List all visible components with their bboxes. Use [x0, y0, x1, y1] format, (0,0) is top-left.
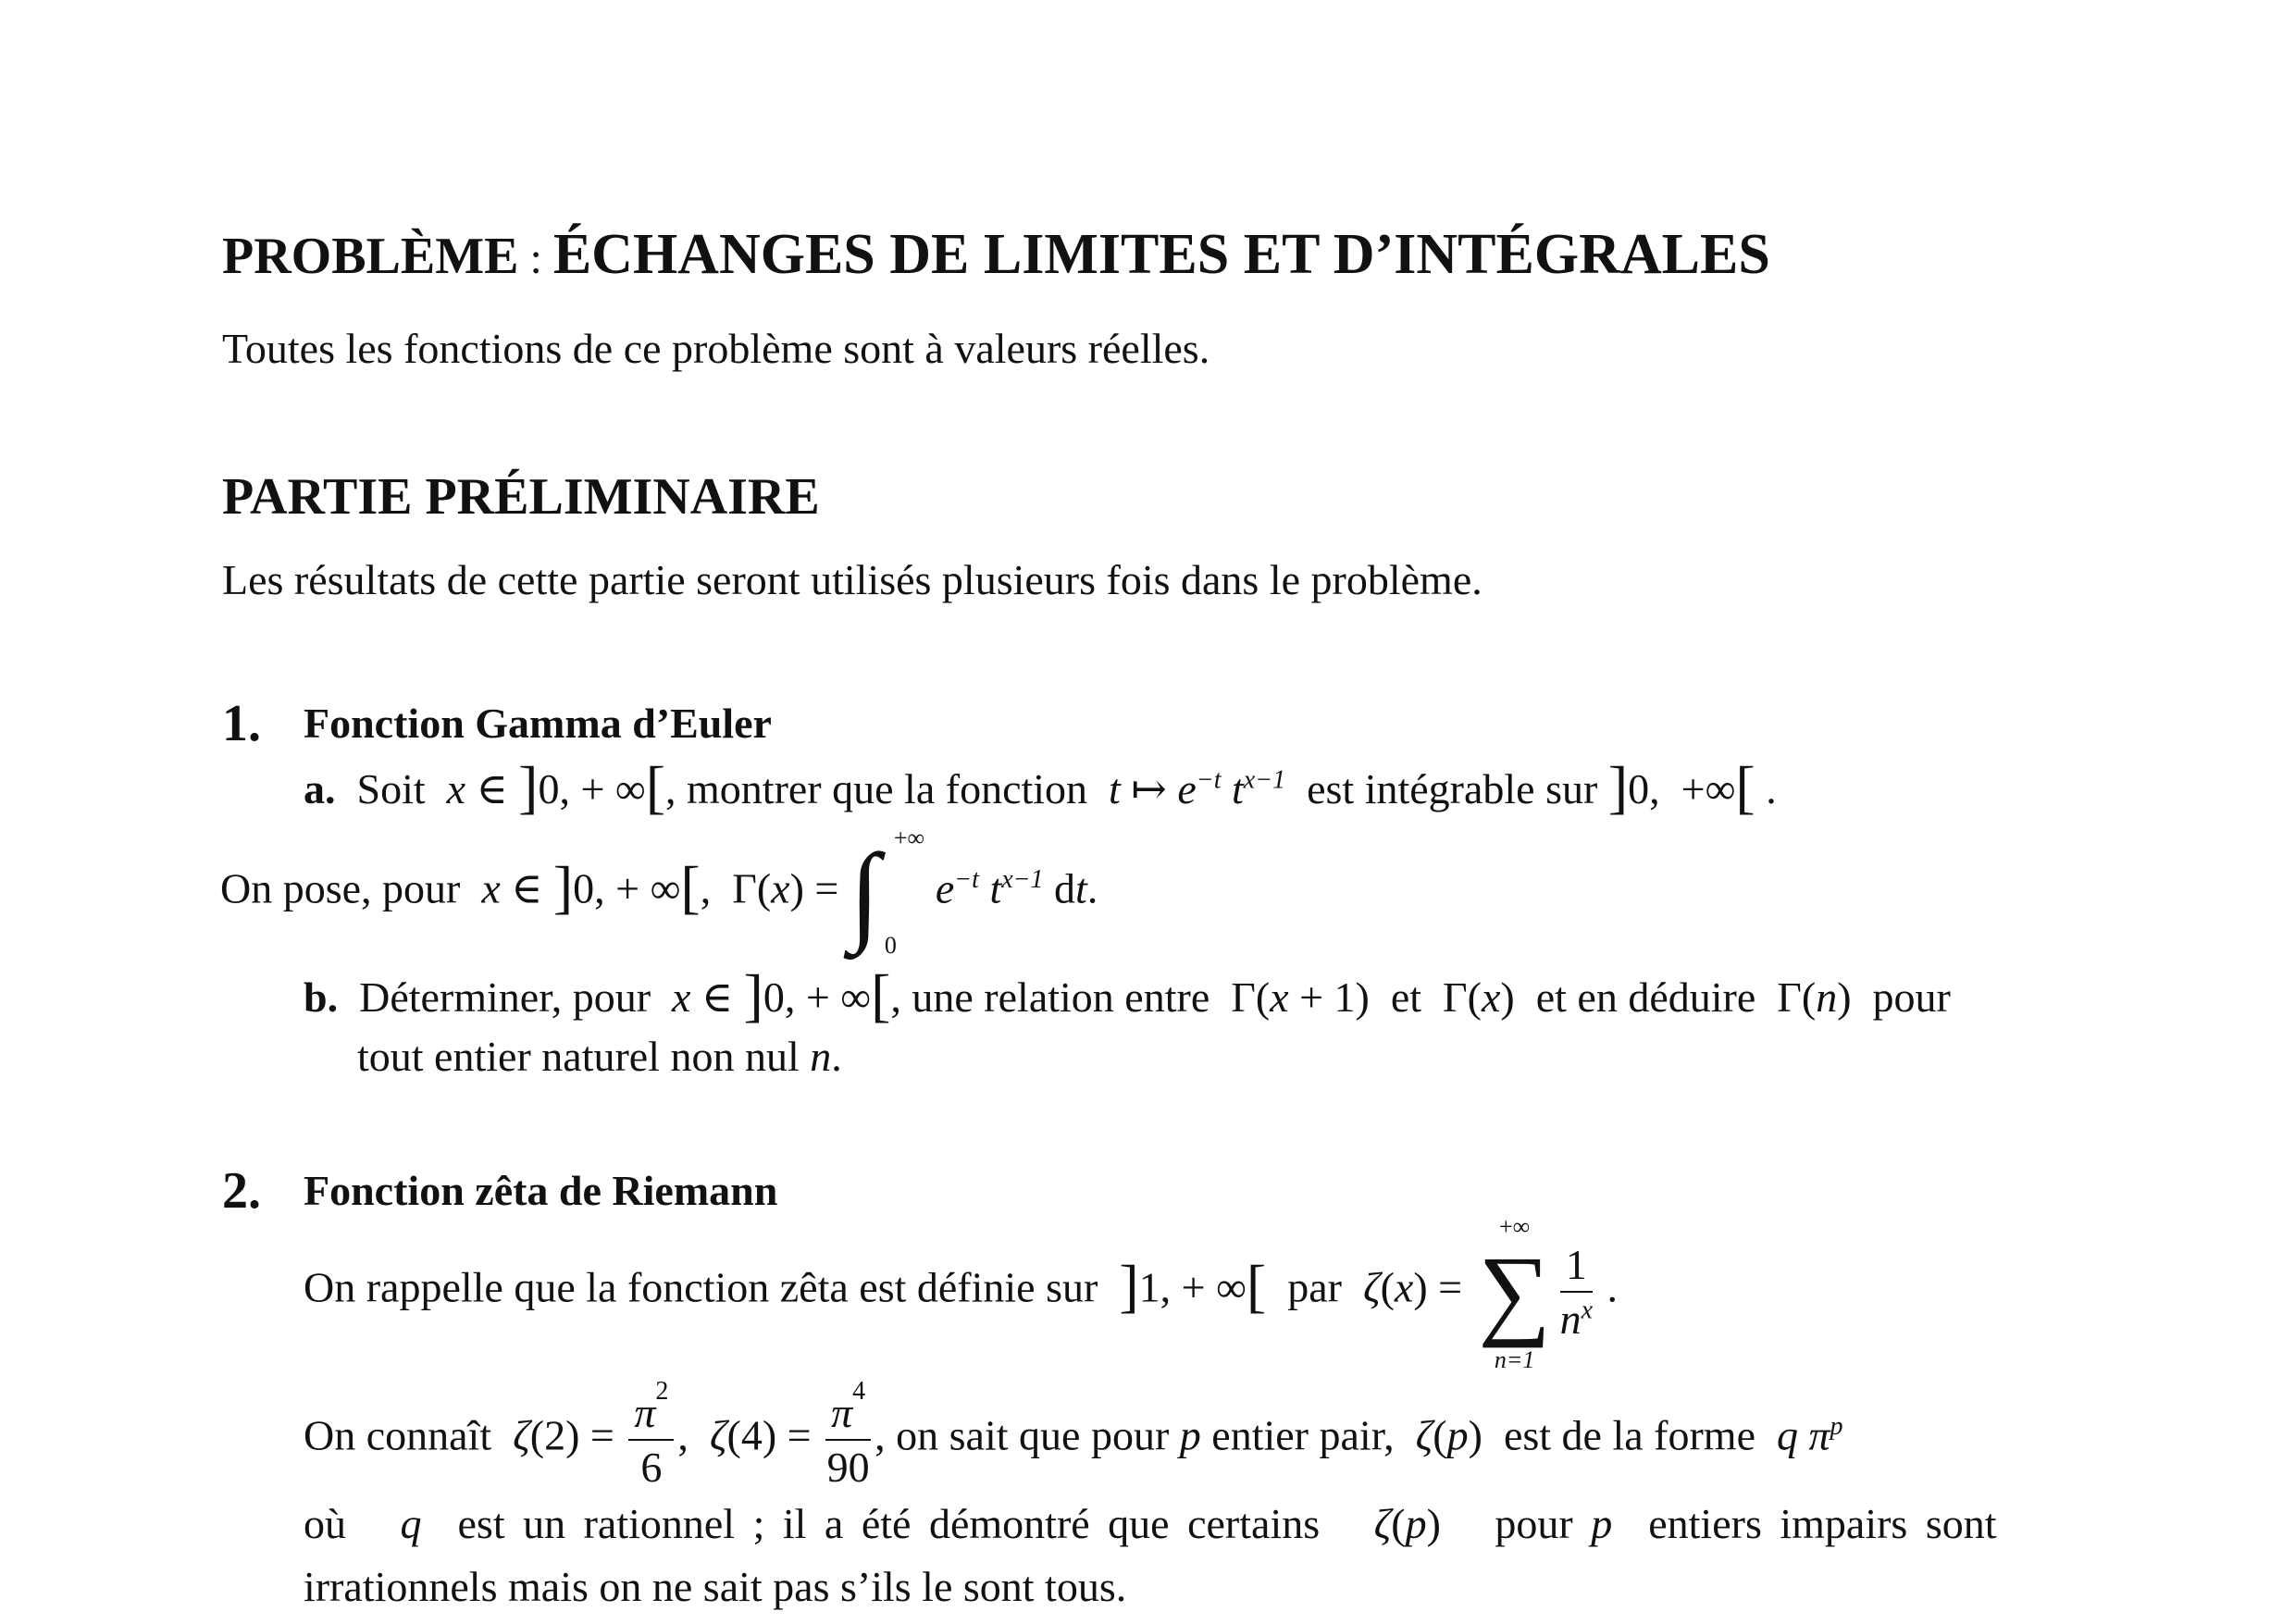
q1b-line2-text: tout entier naturel non nul — [357, 1033, 800, 1080]
q1a-domain: x — [446, 765, 466, 812]
q1-number: 1. — [222, 695, 261, 752]
ou-text: où — [304, 1500, 346, 1547]
title-prefix: PROBLÈME — [222, 228, 519, 285]
q1a-text3: est intégrable sur — [1307, 765, 1598, 812]
q1b-text3: et — [1390, 973, 1422, 1021]
q2-number: 2. — [222, 1162, 261, 1220]
q1b-text1: Déterminer, pour — [359, 973, 651, 1021]
q1a-line: a. Soit x ∈ ]0, + ∞[, montrer que la fonction t ↦ $e^{-t}$ $t^{x-1}$ est intégrable sur ]0, +∞[ . — [304, 754, 1777, 820]
q1b-label: b. — [304, 973, 339, 1021]
q1a-label: a. — [304, 765, 336, 812]
q2-line4: irrationnels mais on ne sait pas s’ils le sont tous. — [304, 1563, 1127, 1610]
integral-sign: ∫ +∞ 0 — [849, 824, 925, 959]
forme-text: est de la forme — [1503, 1411, 1755, 1459]
title-separator: : — [518, 234, 553, 283]
q1a-text2: , montrer que la fonction — [665, 765, 1088, 812]
q1b-line: b. Déterminer, pour x ∈ ]0, + ∞[, une relation entre Γ(x + 1) et Γ(x) et en déduire Γ(n) pour — [304, 962, 1951, 1028]
intro-text: Toutes les fonctions de ce problème sont à valeurs réelles. — [222, 325, 1210, 372]
q1b-line2: tout entier naturel non nul n. — [357, 1033, 842, 1080]
q1b-text5: pour — [1872, 973, 1951, 1021]
q1a-function: t — [1109, 765, 1121, 812]
zeta-definition: On rappelle que la fonction zêta est définie sur ]1, + ∞[ par ζ(x) = +∞ ∑ n=1 $\frac{1}{n^x}$ . — [304, 1213, 1619, 1373]
line3b-text: pour — [1495, 1500, 1573, 1547]
q1b-text4: et en déduire — [1535, 973, 1756, 1021]
line3-text: est un rationnel ; il a été démontré que certains — [457, 1500, 1321, 1547]
entier-pair-text: entier pair, — [1211, 1411, 1395, 1459]
zeta-values: On connaît ζ(2) = $\frac{\pi^2}{6}$ , ζ(4) = $\frac{\pi^4}{90}$ , on sait que pour p entier pair, ζ(p) est de la forme q $\pi^p$ — [304, 1377, 1843, 1491]
sait-text: , on sait que pour — [875, 1411, 1170, 1459]
problem-title — [222, 222, 1770, 288]
q2-heading: Fonction zêta de Riemann — [304, 1167, 778, 1214]
q1a-text1: Soit — [356, 765, 426, 812]
pose-text: On pose, pour — [220, 864, 461, 912]
part-heading: PARTIE PRÉLIMINAIRE — [222, 468, 820, 526]
connait-text: On connaît — [304, 1411, 492, 1459]
par-text: par — [1287, 1263, 1342, 1311]
rappel-text: On rappelle que la fonction zêta est définie sur — [304, 1263, 1098, 1311]
q1b-text2: , une relation entre — [890, 973, 1210, 1021]
part-intro: Les résultats de cette partie seront utilisés plusieurs fois dans le problème. — [222, 556, 1482, 603]
q2-line3: où q est un rationnel ; il a été démontré que certains ζ(p) pour p entiers impairs sont — [304, 1500, 1997, 1547]
title-main: ÉCHANGES DE LIMITES ET D’INTÉGRALES — [552, 223, 1770, 286]
line3c-text: entiers impairs sont — [1648, 1500, 1997, 1547]
gamma-definition: On pose, pour x ∈ ]0, + ∞[, Γ(x) = ∫ +∞ 0 $e^{-t}$ $t^{x-1}$ dt. — [220, 824, 1098, 959]
sum-sign: +∞ ∑ n=1 — [1478, 1213, 1551, 1373]
q1-heading: Fonction Gamma d’Euler — [304, 700, 772, 747]
